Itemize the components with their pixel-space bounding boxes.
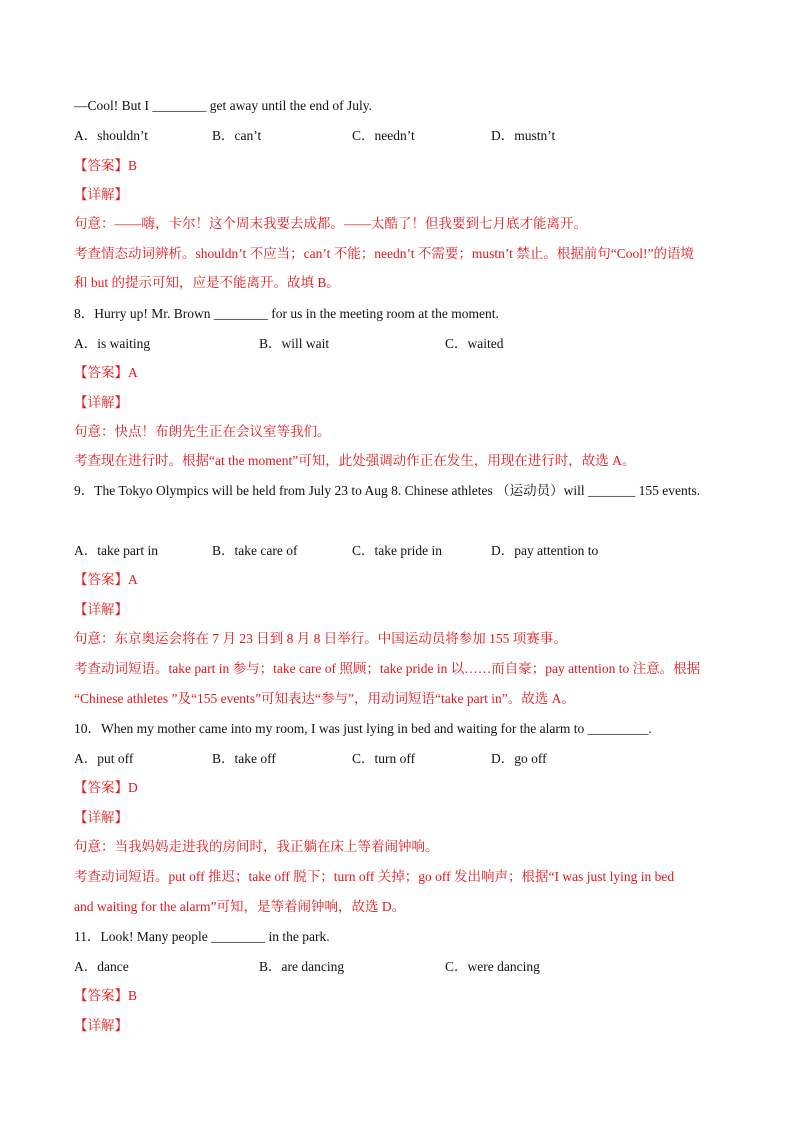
q7-option-c: C．needn’t	[352, 128, 415, 143]
q7-stem: —Cool! But I ________ get away until the end of July.	[74, 98, 372, 113]
q9-stem: 9．The Tokyo Olympics will be held from July 23 to Aug 8. Chinese athletes （运动员）will _______ 155 events.	[74, 483, 701, 498]
q11-option-c: C．were dancing	[445, 959, 540, 974]
q9-analysis-line-2: “Chinese athletes ”及“155 events”可知表达“参与”，用动词短语“take part in”。故选 A。	[74, 691, 575, 706]
q10-detail-label: 【详解】	[74, 810, 128, 825]
q10-analysis-line-2: and waiting for the alarm”可知，是等着闹钟响，故选 D。	[74, 899, 406, 914]
q10-option-d: D．go off	[491, 751, 547, 766]
q10-option-b: B．take off	[212, 751, 276, 766]
q8-option-b: B．will wait	[259, 336, 330, 351]
q10-option-c: C．turn off	[352, 751, 416, 766]
q9-analysis-line-1: 考查动词短语。take part in 参与；take care of 照顾；take pride in 以……而自豪；pay attention to 注意。根据	[74, 661, 701, 676]
q8-stem: 8．Hurry up! Mr. Brown ________ for us in the meeting room at the moment.	[74, 306, 499, 321]
q7-option-d: D．mustn’t	[491, 128, 556, 143]
q7-answer: 【答案】B	[74, 158, 138, 173]
q7-meaning: 句意：——嗨，卡尔！这个周末我要去成都。——太酷了！但我要到七月底才能离开。	[74, 216, 587, 231]
q7-option-a: A．shouldn’t	[74, 128, 149, 143]
q9-option-b: B．take care of	[212, 543, 298, 558]
q8-option-a: A．is waiting	[74, 336, 151, 351]
q7-option-b: B．can’t	[212, 128, 262, 143]
q10-answer: 【答案】D	[74, 780, 138, 795]
q9-answer: 【答案】A	[74, 572, 138, 587]
q11-answer: 【答案】B	[74, 988, 138, 1003]
q10-option-a: A．put off	[74, 751, 134, 766]
q10-stem: 10．When my mother came into my room, I was just lying in bed and waiting for the alarm to _________.	[74, 721, 652, 736]
q9-option-d: D．pay attention to	[491, 543, 599, 558]
q7-analysis-line-1: 考查情态动词辨析。shouldn’t 不应当；can’t 不能；needn’t 不需要；mustn’t 禁止。根据前句“Cool!”的语境	[74, 246, 694, 261]
q7-analysis-line-2: 和 but 的提示可知，应是不能离开。故填 B。	[74, 275, 340, 290]
q8-analysis-line-1: 考查现在进行时。根据“at the moment”可知，此处强调动作正在发生，用现在进行时，故选 A。	[74, 453, 636, 468]
q11-option-a: A．dance	[74, 959, 129, 974]
q10-meaning: 句意：当我妈妈走进我的房间时，我正躺在床上等着闹钟响。	[74, 839, 439, 854]
q9-meaning: 句意：东京奥运会将在 7 月 23 日到 8 月 8 日举行。中国运动员将参加 155 项赛事。	[74, 631, 567, 646]
q11-stem: 11．Look! Many people ________ in the park.	[74, 929, 330, 944]
q7-detail-label: 【详解】	[74, 187, 128, 202]
q11-option-b: B．are dancing	[259, 959, 345, 974]
q10-analysis-line-1: 考查动词短语。put off 推迟；take off 脱下；turn off 关掉；go off 发出响声；根据“I was just lying in bed	[74, 869, 675, 884]
q11-detail-label: 【详解】	[74, 1018, 128, 1033]
q9-option-a: A．take part in	[74, 543, 158, 558]
q8-option-c: C．waited	[445, 336, 504, 351]
q9-option-c: C．take pride in	[352, 543, 442, 558]
q8-answer: 【答案】A	[74, 365, 138, 380]
q9-detail-label: 【详解】	[74, 602, 128, 617]
q8-meaning: 句意：快点！布朗先生正在会议室等我们。	[74, 424, 331, 439]
q8-detail-label: 【详解】	[74, 395, 128, 410]
